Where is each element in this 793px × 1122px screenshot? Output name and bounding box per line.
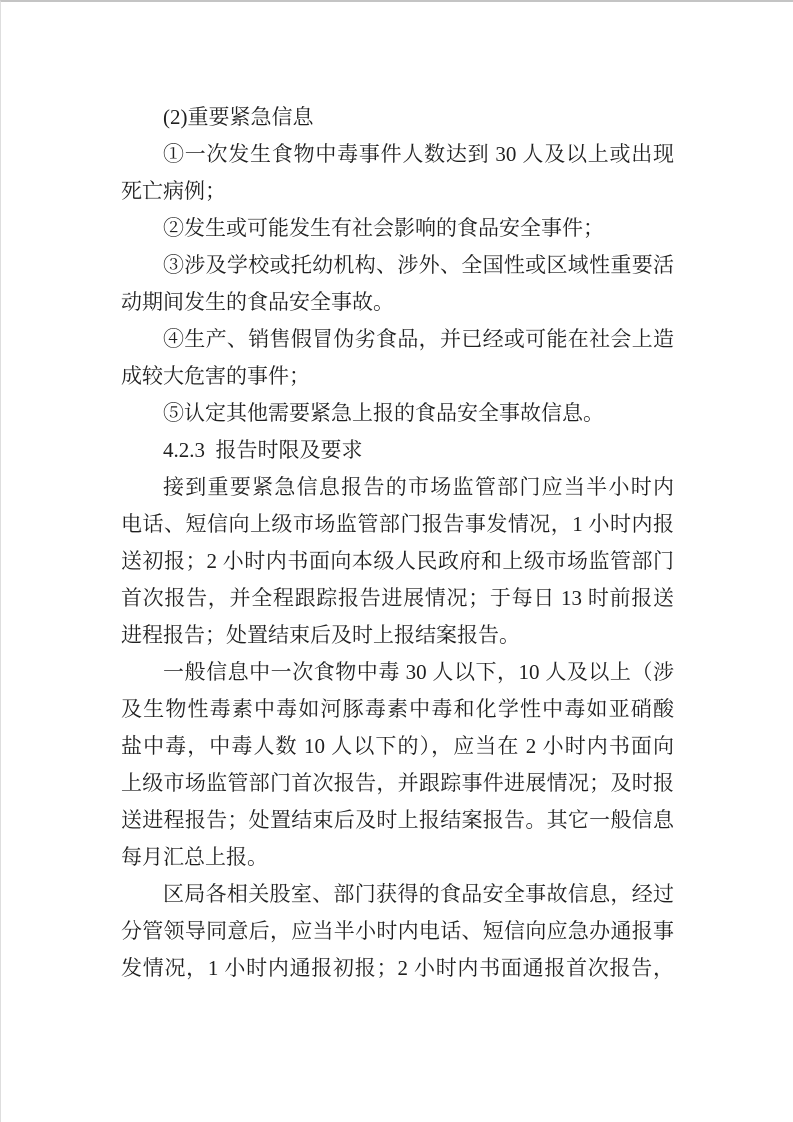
list-item-4-line-2: 成较大危害的事件； [121,364,310,388]
paragraph-general-info-line-6: 每月汇总上报。 [121,845,268,869]
list-item-3-line-2: 动期间发生的食品安全事故。 [121,290,394,314]
paragraph-report-deadlines-line-2: 电话、短信向上级市场监管部门报告事发情况，1 小时内报 [121,512,674,536]
paragraph-general-info-line-4: 上级市场监管部门首次报告，并跟踪事件进展情况；及时报 [121,771,674,795]
paragraph-report-deadlines-line-1: 接到重要紧急信息报告的市场监管部门应当半小时内 [163,475,674,499]
paragraph-general-info-line-3: 盐中毒，中毒人数 10 人以下的），应当在 2 小时内书面向 [121,734,674,758]
list-item-5: ⑤认定其他需要紧急上报的食品安全事故信息。 [163,401,604,425]
paragraph-general-info-line-5: 送进程报告；处置结束后及时上报结案报告。其它一般信息 [121,808,674,832]
paragraph-general-info-line-2: 及生物性毒素中毒如河豚毒素中毒和化学性中毒如亚硝酸 [121,697,674,721]
list-item-3-line-1: ③涉及学校或托幼机构、涉外、全国性或区域性重要活 [163,253,674,277]
paragraph-district-bureau-line-1: 区局各相关股室、部门获得的食品安全事故信息，经过 [163,882,674,906]
paragraph-district-bureau-line-2: 分管领导同意后，应当半小时内电话、短信向应急办通报事 [121,919,674,943]
list-item-1-line-1: ①一次发生食物中毒事件人数达到 30 人及以上或出现 [163,142,674,166]
paragraph-report-deadlines-line-4: 首次报告，并全程跟踪报告进展情况；于每日 13 时前报送 [121,586,674,610]
paragraph-general-info-line-1: 一般信息中一次食物中毒 30 人以下，10 人及以上（涉 [163,660,674,684]
document-text-block [121,99,674,987]
list-item-2: ②发生或可能发生有社会影响的食品安全事件； [163,216,604,240]
list-item-1-line-2: 死亡病例； [121,179,226,203]
subheading-important-urgent-info: (2)重要紧急信息 [163,105,314,129]
paragraph-district-bureau-line-3: 发情况，1 小时内通报初报；2 小时内书面通报首次报告， [121,956,674,980]
section-heading-4-2-3: 4.2.3 报告时限及要求 [163,438,363,462]
paragraph-report-deadlines-line-3: 送初报；2 小时内书面向本级人民政府和上级市场监管部门 [121,549,674,573]
paragraph-report-deadlines-line-5: 进程报告；处置结束后及时上报结案报告。 [121,623,520,647]
list-item-4-line-1: ④生产、销售假冒伪劣食品，并已经或可能在社会上造 [163,327,674,351]
